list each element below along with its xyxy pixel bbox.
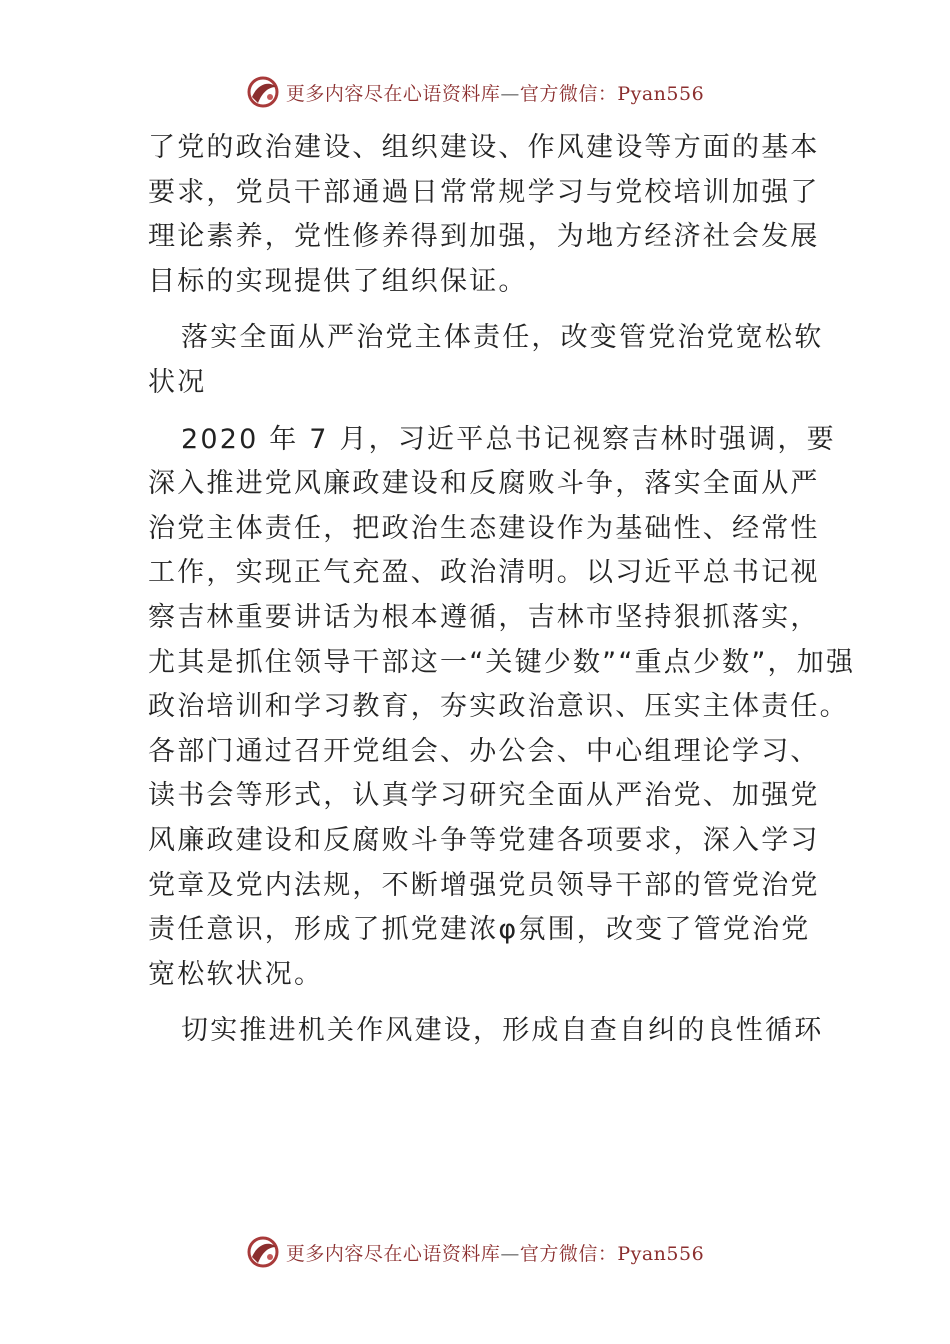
text-line: 政治培训和学习教育，夯实政治意识、压实主体责任。 bbox=[148, 691, 849, 723]
text-line: 2020 年 7 月，习近平总书记视察吉林时强调，要 bbox=[181, 423, 836, 455]
footer-watermark bbox=[0, 1232, 950, 1272]
text-line: 理论素养，党性修养得到加强，为地方经济社会发展 bbox=[148, 221, 820, 253]
paragraph bbox=[148, 1009, 824, 1054]
text-line: 工作，实现正气充盈、政治清明。以习近平总书记视 bbox=[148, 557, 820, 589]
text-line: 要求，党员干部通過日常常规学习与党校培训加强了 bbox=[148, 176, 820, 208]
paragraph bbox=[148, 418, 856, 998]
paragraph bbox=[148, 126, 818, 304]
text-line: 读书会等形式，认真学习研究全面从严治党、加强党 bbox=[148, 780, 820, 812]
paragraph-gap bbox=[148, 304, 818, 316]
text-line: 风廉政建设和反腐败斗争等党建各项要求，深入学习 bbox=[148, 824, 820, 856]
text-line: 宽松软状况。 bbox=[148, 958, 324, 990]
text-line: 治党主体责任，把政治生态建设作为基础性、经常性 bbox=[148, 512, 820, 544]
text-line: 状况 bbox=[148, 366, 207, 398]
text-line: 落实全面从严治党主体责任，改变管党治党宽松软 bbox=[181, 322, 824, 354]
text-line: 切实推进机关作风建设，形成自查自纠的良性循环 bbox=[181, 1015, 824, 1047]
text-line: 察吉林重要讲话为根本遵循，吉林市坚持狠抓落实， bbox=[148, 601, 820, 633]
watermark-text: 更多内容尽在心语资料库—官方微信：Pyan556 bbox=[285, 1242, 705, 1265]
logo-icon bbox=[246, 75, 280, 109]
text-line: 目标的实现提供了组织保证。 bbox=[148, 265, 528, 297]
text-line: 尤其是抓住领导干部这一“关键少数”“重点少数”，加强 bbox=[148, 646, 856, 678]
paragraph-gap bbox=[148, 997, 818, 1009]
text-line: 深入推进党风廉政建设和反腐败斗争，落实全面从严 bbox=[148, 468, 820, 500]
paragraph bbox=[148, 316, 824, 405]
document-body bbox=[148, 126, 856, 1054]
text-line: 党章及党内法规，不断增强党员领导干部的管党治党 bbox=[148, 869, 820, 901]
paragraph-gap bbox=[148, 406, 818, 418]
text-line: 各部门通过召开党组会、办公会、中心组理论学习、 bbox=[148, 735, 820, 767]
header-watermark bbox=[0, 72, 950, 112]
text-line: 了党的政治建设、组织建设、作风建设等方面的基本 bbox=[148, 132, 820, 163]
logo-icon bbox=[246, 1235, 280, 1269]
text-line: 责任意识，形成了抓党建浓φ氛围，改变了管党治党 bbox=[148, 914, 811, 946]
watermark-text: 更多内容尽在心语资料库—官方微信：Pyan556 bbox=[285, 82, 705, 105]
